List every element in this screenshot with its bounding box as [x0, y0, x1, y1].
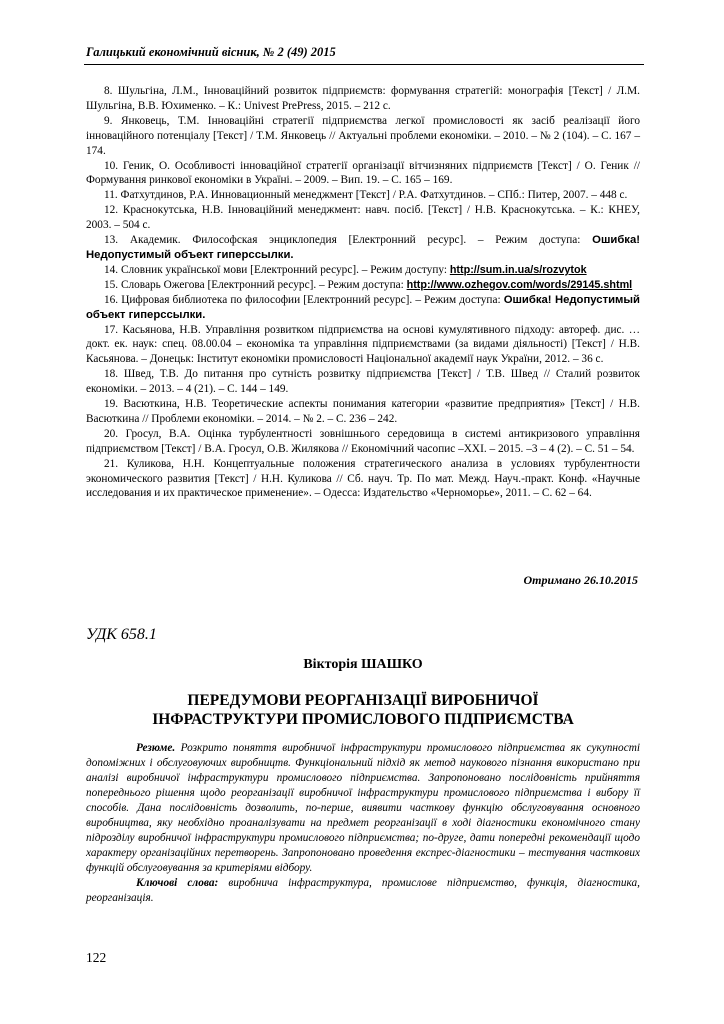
reference-item	[86, 457, 640, 502]
reference-item	[86, 203, 640, 233]
abstract	[86, 741, 640, 906]
keywords-paragraph	[86, 876, 640, 906]
reference-item	[86, 233, 640, 263]
hyperlink-error: Ошибка! Недопустимый объект гиперссылки.	[86, 234, 640, 261]
reference-text: 15. Словарь Ожегова [Електронний ресурс]. – Режим доступа:	[104, 278, 407, 291]
reference-item	[86, 367, 640, 397]
reference-text: 9. Янковець, Т.М. Інноваційні стратегії підприємства легкої промисловості як засіб реалізації його інноваційного потенціалу [Текст] / Т.М. Янковець // Актуальні проблеми економіки. – 2010. – № 2 (104). – С. 167 – 174.	[86, 114, 640, 157]
reference-item	[86, 427, 640, 457]
reference-item	[86, 114, 640, 159]
reference-text: 18. Швед, Т.В. До питання про сутність розвитку підприємства [Текст] / Т.В. Швед // Сталий розвиток економіки. – 2013. – 4 (21). – С. 144 – 149.	[86, 368, 640, 396]
hyperlink-error: Ошибка! Недопустимый объект гиперссылки.	[86, 293, 640, 321]
reference-list	[86, 84, 640, 501]
reference-item	[86, 188, 640, 203]
reference-text: 12. Краснокутська, Н.В. Інноваційний менеджмент: навч. посіб. [Текст] / Н.В. Краснокутська. – К.: КНЕУ, 2003. – 504 с.	[86, 204, 640, 232]
running-head: Галицький економічний вісник, № 2 (49) 2015	[86, 45, 336, 59]
header-rule	[84, 64, 644, 65]
reference-text: 20. Гросул, В.А. Оцінка турбулентності зовнішнього середовища в системі антикризового управління підприємством [Текст] / В.А. Гросул, О.В. Жилякова // Економічний часопис –XXI. – 2015. –3 – 4 (2). – С. 51 – 54.	[86, 427, 640, 455]
reference-item	[86, 293, 640, 323]
article-title	[86, 691, 640, 729]
abstract-paragraph	[86, 741, 640, 876]
article-title-line: ІНФРАСТРУКТУРИ ПРОМИСЛОВОГО ПІДПРИЄМСТВА	[152, 711, 574, 728]
reference-link[interactable]: http://sum.in.ua/s/rozvytok	[449, 263, 587, 276]
article-author: Вікторія ШАШКО	[303, 657, 423, 672]
reference-text: 16. Цифровая библиотека по философии [Електронний ресурс]. – Режим доступа:	[104, 293, 504, 306]
reference-text: 19. Васюткина, Н.В. Теоретические аспекты понимания категории «развитие предприятия» [Текст] / Н.В. Васюткина // Проблеми економіки. – 2014. – № 2. – С. 236 – 242.	[86, 398, 640, 425]
reference-item	[86, 397, 640, 427]
reference-text: 11. Фатхутдинов, Р.А. Инновационный менеджмент [Текст] / Р.А. Фатхутдинов. – СПб.: Питер, 2007. – 448 с.	[104, 189, 628, 202]
reference-text: 21. Куликова, Н.Н. Концептуальные положения стратегического анализа в условиях турбулентности экономического развития [Текст] / Н.Н. Куликова // Сб. науч. Тр. По мат. Межд. Науч.-практ. Конф. «Научные исследования и их практическое применение». – Одесса: Издательство «Черноморье», 2011. – С. 62 – 64.	[86, 457, 640, 500]
reference-text: 17. Касьянова, Н.В. Управління розвитком підприємства на основі кумулятивного підходу: автореф. дис. … докт. ек. наук: спец. 08.00.04 – економіка та управління підприємствами (за видами діяльності) [Текст] / Н.В. Касьянова. – Донецьк: Інститут економіки промисловості Національної академії наук України, 2012. – 36 с.	[86, 323, 640, 366]
keywords-text: виробнича інфраструктура, промислове підприємство, функція, діагностика, реорганізація.	[86, 877, 640, 904]
reference-item	[86, 159, 640, 189]
reference-item	[86, 278, 640, 293]
udk-code: УДК 658.1	[86, 626, 157, 643]
keywords-label: Ключові слова:	[136, 877, 219, 889]
reference-link[interactable]: http://www.ozhegov.com/words/29145.shtml	[406, 278, 633, 291]
received-date: Отримано 26.10.2015	[523, 573, 638, 587]
reference-text: 14. Словник української мови [Електронний ресурс]. – Режим доступу:	[104, 263, 450, 276]
page-number: 122	[86, 950, 107, 965]
abstract-label: Резюме.	[136, 742, 176, 754]
reference-item	[86, 84, 640, 114]
reference-text: 8. Шульгіна, Л.М., Інноваційний розвиток підприємств: формування стратегій: монографія [Текст] / Л.М. Шульгіна, В.В. Юхименко. – К.: Univest PrePress, 2015. – 212 с.	[86, 85, 640, 112]
reference-text: 10. Геник, О. Особливості інноваційної стратегії організації вітчизняних підприємств [Текст] / О. Геник // Формування ринкової економіки в Україні. – 2009. – Вип. 19. – С. 165 – 169.	[86, 159, 640, 187]
abstract-text: Розкрито поняття виробничої інфраструктури промислового підприємства як сукупності допоміжних і обслуговуючих виробництв. Функціональний підхід як метод наукового пізнання використано при аналізі виробничої інфраструктури промислового підприємства. Запропоновано послідовність прийняття попереднього рішення щодо реорганізації виробничої інфраструктури промислового підприємства і вибору її способів. Дана послідовність дозволить, по-перше, виявити часткову функцію обслуговування основного виробництва, яку необхідно проаналізувати на предмет реорганізації в ході діагностики економічного стану підрозділу виробничої інфраструктури промислового підприємства; по-друге, дати попередні рекомендації щодо характеру організаційних перетворень. Запропоновано проведення експрес-діагностики – тестування часткових функцій обслуговування за критеріями відбору.	[86, 742, 641, 874]
article-title-line: ПЕРЕДУМОВИ РЕОРГАНІЗАЦІЇ ВИРОБНИЧОЇ	[187, 692, 539, 709]
reference-item	[86, 323, 640, 368]
reference-item	[86, 263, 640, 278]
reference-text: 13. Академик. Философская энциклопедия [Електронний ресурс]. – Режим доступа:	[104, 234, 593, 247]
